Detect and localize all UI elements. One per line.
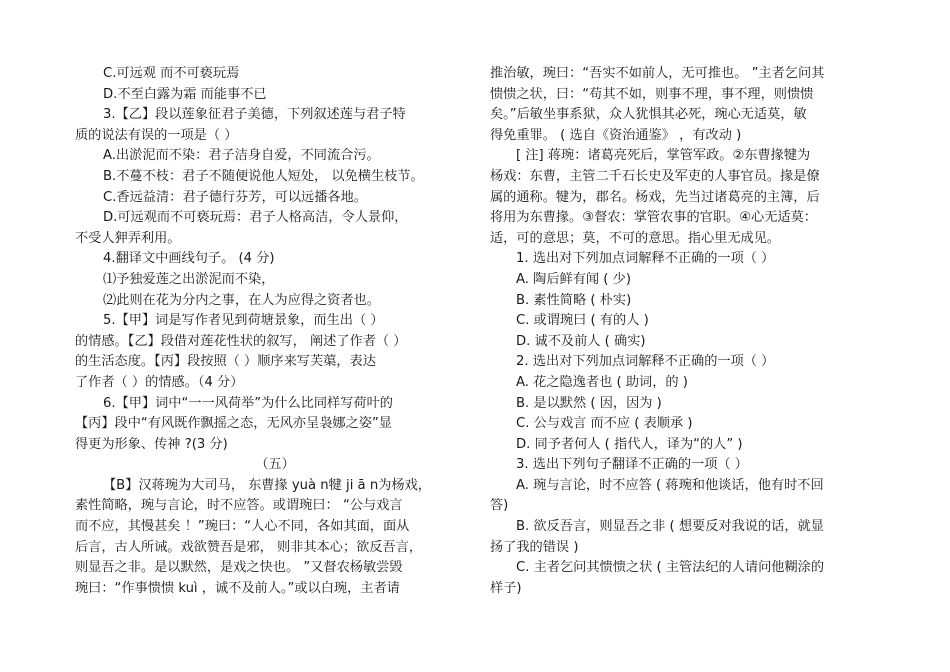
text-line: 推治敏，琬曰：“吾实不如前人，无可推也。 ”主者乞问其 — [490, 66, 825, 81]
text-line: 的生活态度。【丙】段按照（ ）顺序来写芙蕖，表达 — [75, 354, 376, 370]
text-line: 扬了我的错误 ) — [490, 539, 579, 555]
text-line: 素性简略，琬与言论，时不应答。或谓琬曰： “公与戏言 — [75, 498, 403, 514]
text-line: 得更为形象、传神 ?(3 分) — [75, 436, 228, 452]
text-line: 属的通称。犍为，郡名。杨戏，先当过诸葛亮的主簿，后 — [490, 189, 820, 205]
text-line: 而不应，其慢甚矣 ！”琬曰：“人心不同，各如其面，面从 — [75, 519, 410, 535]
text-line: 的情感。【乙】段借对莲花性状的叙写， 阐述了作者（ ） — [75, 333, 407, 349]
text-line: 质的说法有误的一项是（ ） — [75, 127, 238, 143]
text-line: B.不蔓不枝：君子不随便说他人短处， 以免横生枝节。 — [103, 168, 424, 184]
text-line: 杨戏：东曹，主管二千石长史及军吏的人事官员。掾是僚 — [490, 168, 820, 184]
text-line: B. 是以默然 ( 因，因为 ) — [516, 395, 662, 411]
text-line: 得免重罪。 ( 选自《资治通鉴》 ，有改动 ) — [490, 127, 742, 143]
text-line: C. 或谓琬曰 ( 有的人 ) — [516, 313, 649, 329]
text-line: A. 琬与言论，时不应答 ( 蒋琬和他谈话，他有时不回 — [516, 477, 824, 493]
left-column — [75, 64, 475, 599]
text-line: 1. 选出对下列加点词解释不正确的一项（ ） — [516, 251, 775, 267]
text-line: C. 主者乞问其愦愦之状 ( 主管法纪的人请问他糊涂的 — [516, 560, 825, 576]
text-line: ⑵此则在花为分内之事，在人为应得之资者也。 — [103, 292, 380, 308]
right-column — [490, 64, 882, 599]
text-line: D.不至白露为霜 而能事不已 — [103, 86, 267, 102]
text-line: D. 同予者何人 ( 指代人，译为“的人” ) — [516, 436, 743, 452]
text-line: B. 素性简略 ( 朴实) — [516, 292, 632, 308]
text-line: 3. 选出下列句子翻译不正确的一项（ ） — [516, 457, 748, 473]
text-line: C.香远益清：君子德行芬芳，可以远播各地。 — [103, 189, 367, 205]
text-line: 4.翻译文中画线句子。 (4 分) — [103, 251, 275, 267]
text-line: 样子) — [490, 580, 522, 596]
text-line: C.可远观 而不可亵玩焉 — [103, 66, 240, 81]
text-line: A.出淤泥而不染：君子洁身自爱，不同流合污。 — [103, 148, 380, 164]
text-line: ⑴予独爱莲之出淤泥而不染， — [103, 271, 275, 287]
text-line: 2. 选出对下列加点词解释不正确的一项（ ） — [516, 354, 775, 370]
text-line: 将用为东曹掾。③督农：掌管农事的官职。④心无适莫： — [490, 210, 817, 226]
text-line: 后言，古人所诫。戏欲赞吾是邪， 则非其本心；欲反吾言， — [75, 539, 423, 555]
text-line: B. 欲反吾言，则显吾之非 ( 想要反对我说的话，就显 — [516, 519, 824, 535]
text-line: 适，可的意思；莫，不可的意思。指心里无成见。 — [490, 230, 781, 246]
text-line: 5.【甲】词是写作者见到荷塘景象，而生出（ ） — [103, 313, 384, 329]
text-line: [ 注] 蒋琬：诸葛亮死后，掌管军政。②东曹掾犍为 — [516, 148, 811, 164]
text-line: A. 花之隐逸者也 ( 助词，的 ) — [516, 374, 688, 390]
text-line: 愦愦之状，曰：“苟其不如，则事不理，事不理，则愦愦 — [490, 86, 814, 102]
text-line: D.可远观而不可亵玩焉：君子人格高洁，令人景仰， — [103, 210, 408, 226]
text-line: C. 公与戏言 而不应 ( 表顺承 ) — [516, 416, 693, 432]
text-line: 答) — [490, 498, 509, 514]
text-line: 琬曰：“作事愦愦 kuì ，诚不及前人。”或以白琬，主者请 — [75, 580, 400, 596]
text-line: 6.【甲】词中“一一风荷举”为什么比同样写荷叶的 — [103, 395, 393, 411]
text-line: （五） — [255, 457, 295, 473]
text-line: 了作者（ ）的情感。（4 分） — [75, 374, 244, 390]
text-line: D. 诚不及前人 ( 确实) — [516, 333, 646, 349]
text-line: A. 陶后鲜有闻 ( 少) — [516, 271, 631, 287]
text-line: 矣。”后敏坐事系狱，众人犹惧其必死，琬心无适莫，敏 — [490, 107, 807, 123]
text-line: 【丙】段中“有风既作飘摇之态，无风亦呈袅娜之姿”显 — [75, 416, 392, 432]
text-line: 则显吾之非。是以默然，是戏之快也。 ”又督农杨敏尝毁 — [75, 560, 403, 576]
text-line: 3.【乙】段以莲象征君子美德，下列叙述莲与君子特 — [103, 107, 406, 123]
text-line: 不受人狎弄利用。 — [75, 230, 181, 246]
text-line: 【B】汉蒋琬为大司马， 东曹掾 yuà n犍 ji ā n为杨戏， — [103, 477, 431, 493]
